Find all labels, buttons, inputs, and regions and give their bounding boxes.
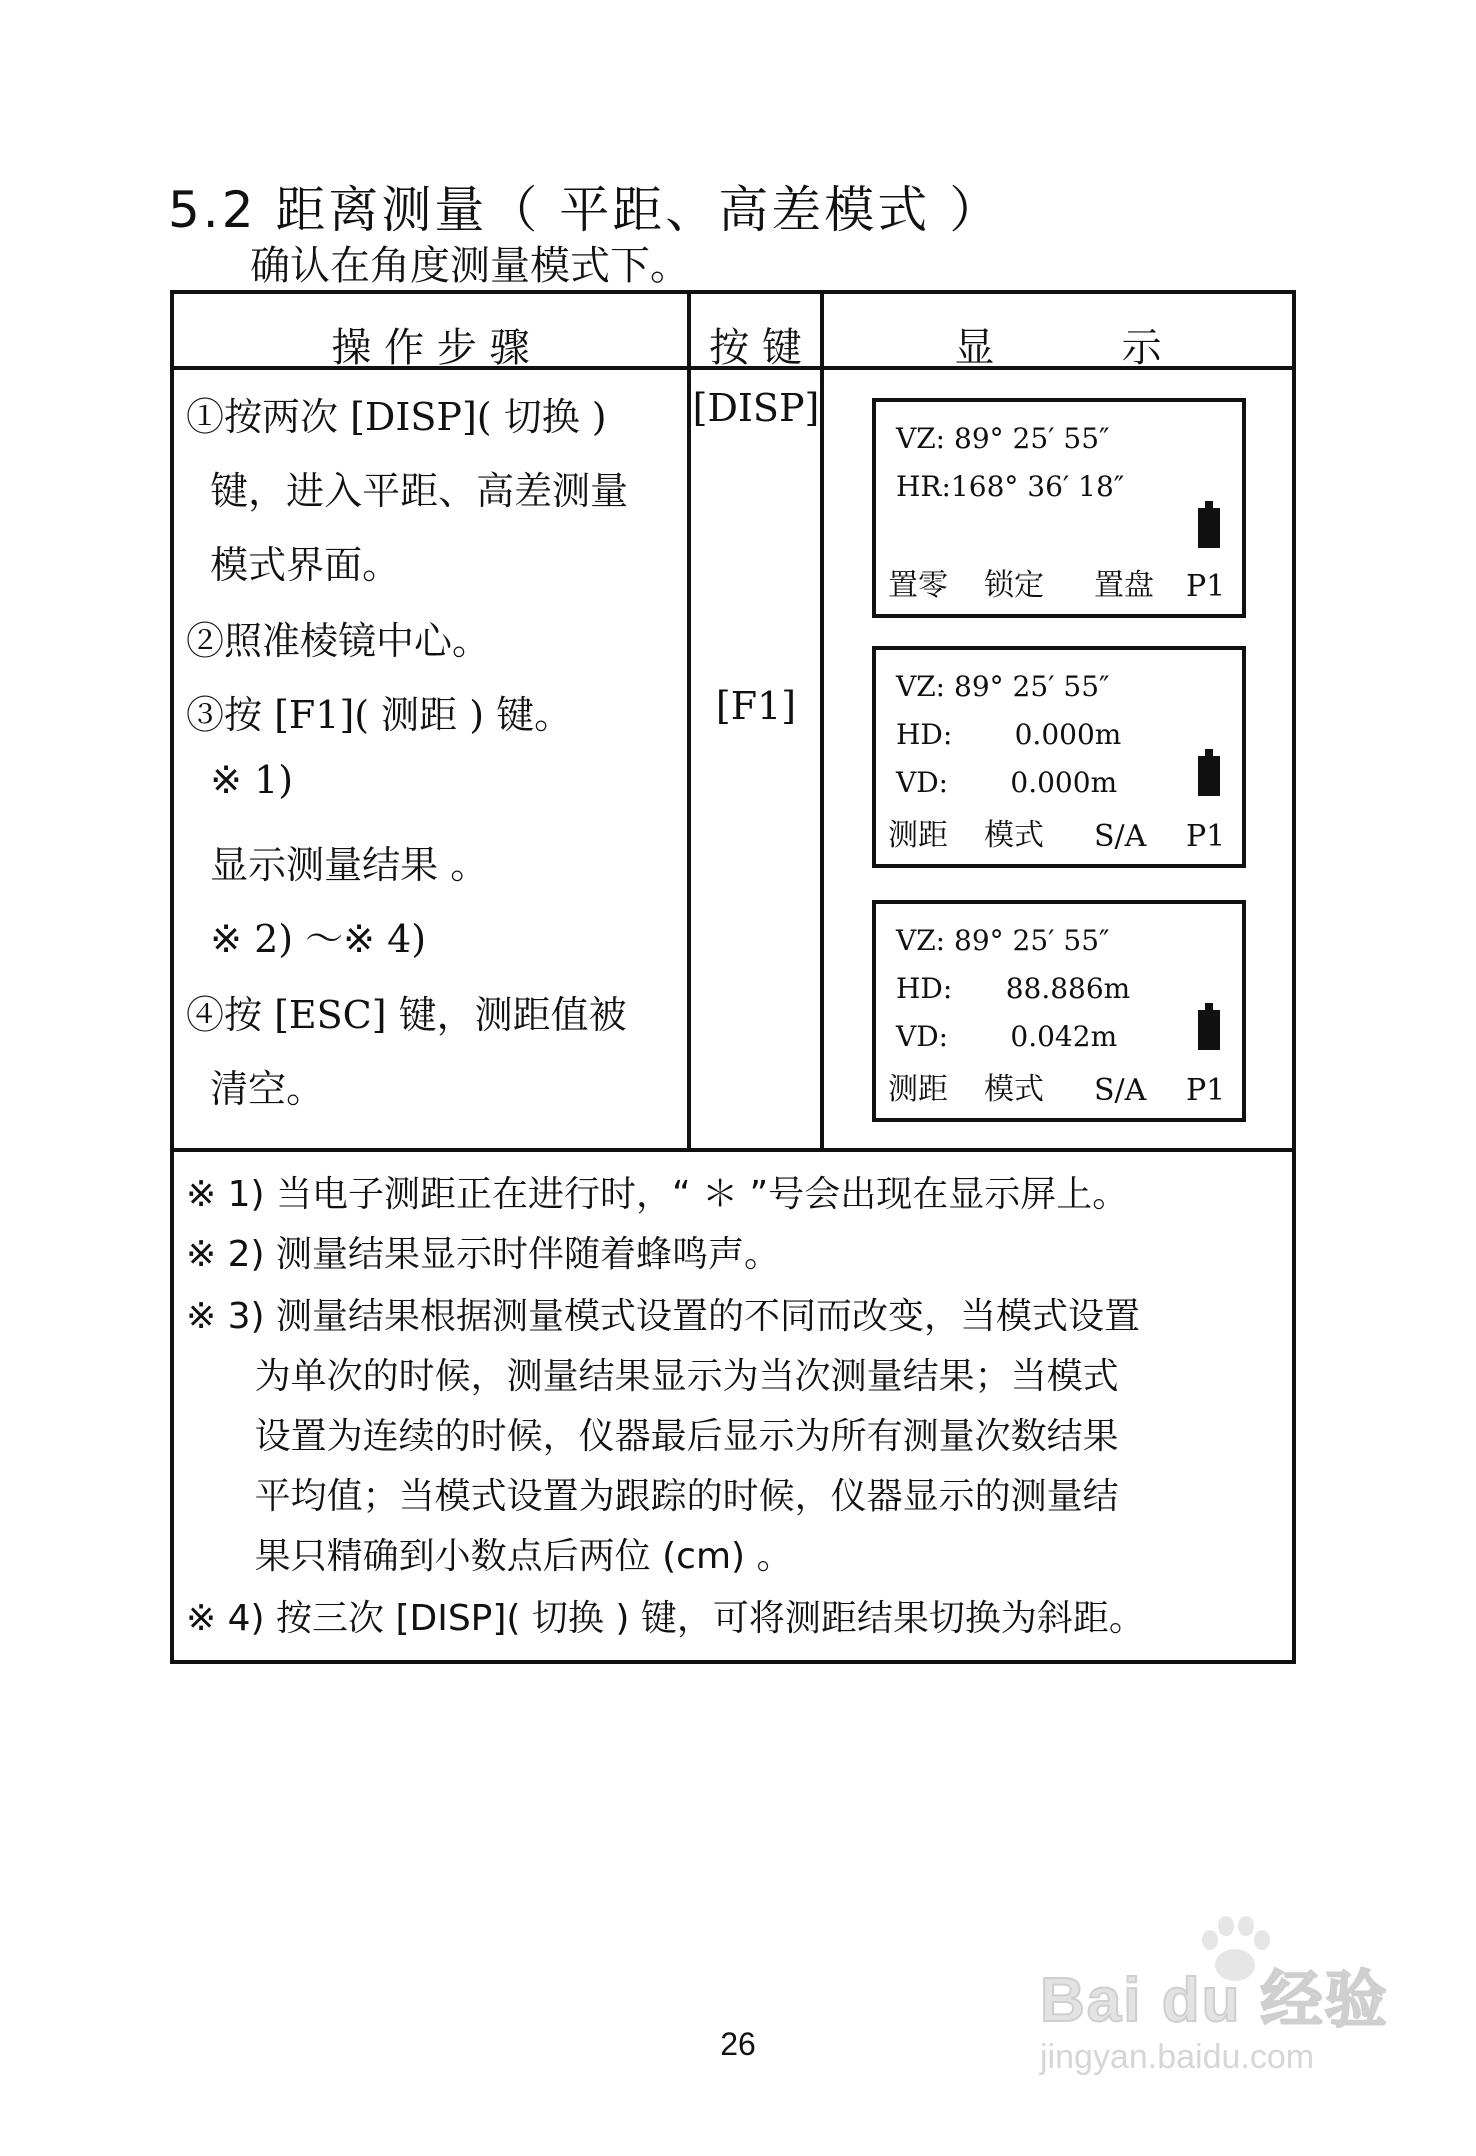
battery-icon [1198,1010,1220,1050]
note-line: 平均值；当模式设置为跟踪的时候，仪器显示的测量结 [186,1476,1119,1517]
procedure-table [170,290,1296,1664]
note-line: 为单次的时候，测量结果显示为当次测量结果；当模式 [186,1356,1119,1397]
note-line: 设置为连续的时候，仪器最后显示为所有测量次数结果 [186,1416,1119,1457]
step-line: 键，进入平距、高差测量 [186,469,629,513]
notes-divider [174,1148,1292,1152]
softkey-label: P1 [1186,569,1226,604]
softkey-label: 锁定 [984,568,1044,603]
note-line: ※ 1) 当电子测距正在进行时，“ ＊ ”号会出现在显示屏上。 [186,1174,1129,1215]
softkey-label: 置盘 [1094,568,1154,603]
watermark-brand: Bai du 经验 [1040,1966,1389,2035]
lcd-line: VD: 0.042m [896,1020,1118,1053]
lcd-line: HD: 0.000m [896,718,1122,751]
softkey-label: P1 [1186,1073,1226,1108]
section-subheading: 确认在角度测量模式下。 [250,243,690,289]
watermark-url: jingyan.baidu.com [1040,2038,1315,2076]
step-line: ④按 [ESC] 键，测距值被 [186,993,627,1037]
lcd-line: HD: 88.886m [896,972,1131,1005]
lcd-line: VZ: 89° 25′ 55″ [896,670,1110,703]
lcd-line: HR:168° 36′ 18″ [896,470,1125,503]
step-line: ③按 [F1]( 测距 ) 键。 [186,693,573,737]
lcd-screen-distance-zero [872,646,1246,868]
lcd-line: VZ: 89° 25′ 55″ [896,422,1110,455]
step-line: 显示测量结果 。 [186,843,489,887]
section-heading: 5.2 距离测量（ 平距、高差模式 ） [168,181,1003,239]
battery-icon [1198,508,1220,548]
header-steps: 操 作 步 骤 [331,325,530,371]
softkey-label: 测距 [888,1072,948,1107]
step-line: ※ 2) ～※ 4) [186,917,427,961]
key-disp: [DISP] [692,386,820,430]
softkey-label: P1 [1186,819,1226,854]
page-number: 26 [720,2026,756,2062]
step-line: ②照准棱镜中心。 [186,619,491,663]
battery-icon [1198,756,1220,796]
step-line: ①按两次 [DISP]( 切换 ) [186,395,607,439]
step-line: 清空。 [186,1067,325,1111]
note-line: ※ 2) 测量结果显示时伴随着蜂鸣声。 [186,1234,781,1275]
lcd-line: VZ: 89° 25′ 55″ [896,924,1110,957]
softkey-label: S/A [1094,1073,1147,1108]
note-line: 果只精确到小数点后两位 (cm) 。 [186,1536,793,1577]
lcd-screen-angle [872,398,1246,618]
softkey-label: S/A [1094,819,1147,854]
baidu-watermark [1040,1930,1440,2100]
step-line: 模式界面。 [186,543,401,587]
header-keys: 按 键 [709,325,802,371]
softkey-label: 测距 [888,818,948,853]
key-f1: [F1] [715,684,797,728]
note-line: ※ 3) 测量结果根据测量模式设置的不同而改变，当模式设置 [186,1296,1141,1337]
lcd-screen-distance-result [872,900,1246,1122]
step-line: ※ 1) [186,758,294,802]
header-display: 显 示 [954,325,1162,371]
softkey-label: 模式 [984,818,1044,853]
note-line: ※ 4) 按三次 [DISP]( 切换 ) 键，可将测距结果切换为斜距。 [186,1598,1145,1639]
lcd-line: VD: 0.000m [896,766,1118,799]
softkey-label: 置零 [888,568,948,603]
softkey-label: 模式 [984,1072,1044,1107]
